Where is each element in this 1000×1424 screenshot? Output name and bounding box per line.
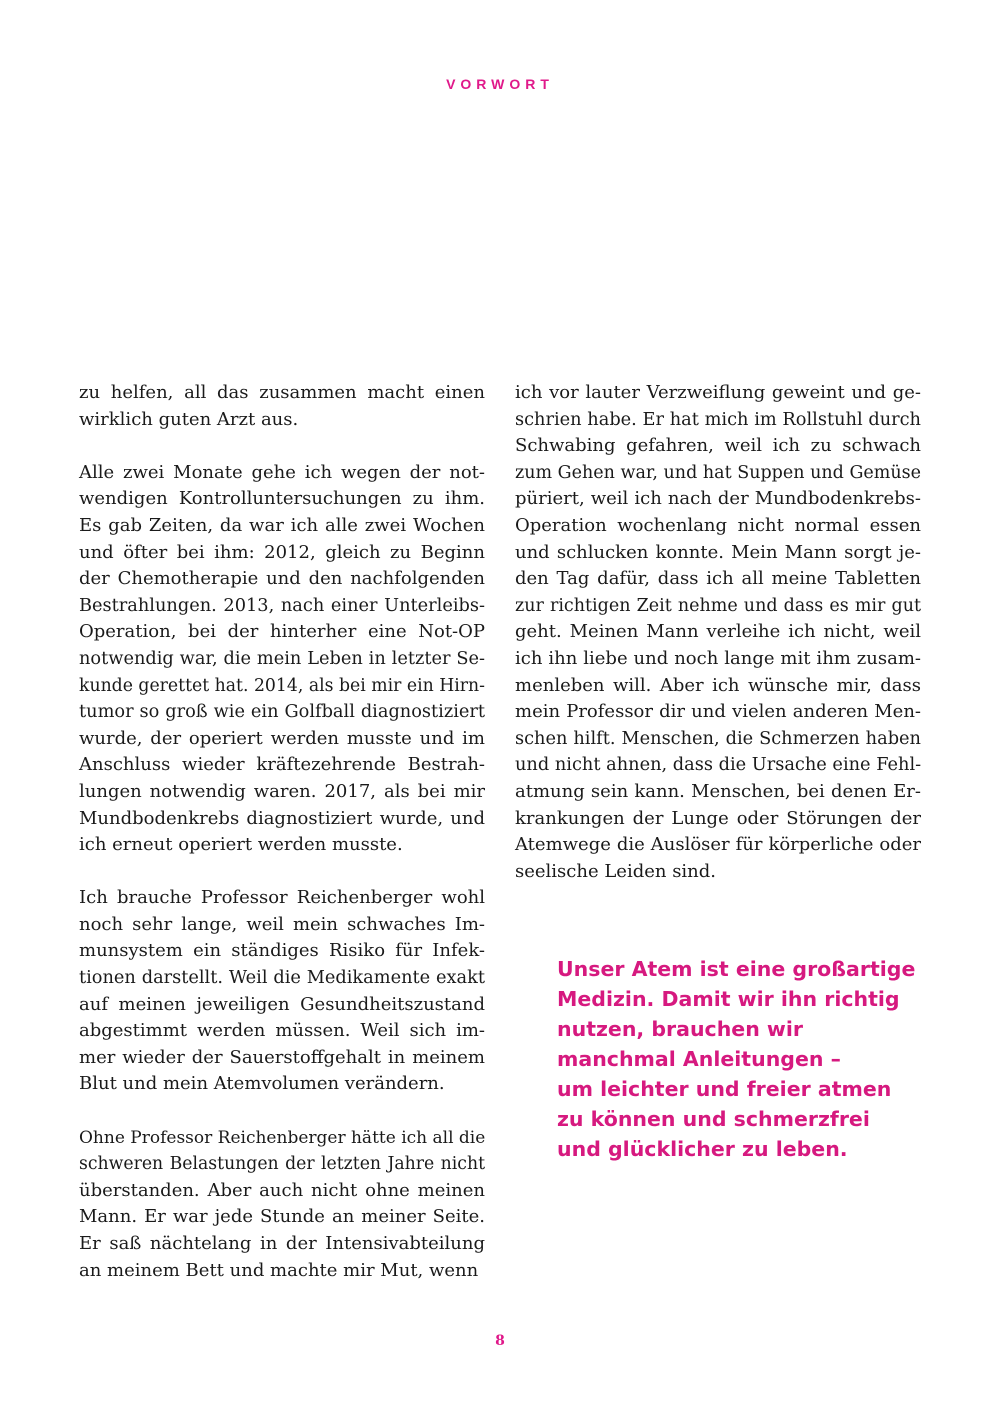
pull-quote-line: Medizin. Damit wir ihn richtig bbox=[557, 987, 900, 1011]
text-line: zu helfen, all das zusammen macht einen bbox=[79, 382, 485, 403]
text-line: zur richtigen Zeit nehme und dass es mir gut bbox=[515, 595, 921, 616]
paragraph-gap bbox=[79, 1098, 485, 1125]
text-line: atmung sein kann. Menschen, bei denen Er- bbox=[515, 780, 921, 802]
text-line: wurde, der operiert werden musste und im bbox=[79, 727, 485, 749]
text-line: notwendig war, die mein Leben in letzter Se- bbox=[79, 648, 485, 669]
text-line: an meinem Bett und machte mir Mut, wenn bbox=[79, 1259, 479, 1281]
right-column-text bbox=[515, 380, 921, 885]
text-line: wirklich guten Arzt aus. bbox=[79, 408, 299, 430]
running-head: VORWORT bbox=[446, 76, 554, 92]
text-line: noch sehr lange, weil mein schwaches Im- bbox=[79, 913, 485, 935]
text-line: und öfter bei ihm: 2012, gleich zu Beginn bbox=[79, 541, 485, 563]
paragraph bbox=[79, 1125, 485, 1285]
text-line: geht. Meinen Mann verleihe ich nicht, weil bbox=[515, 621, 921, 643]
paragraph-gap bbox=[79, 433, 485, 460]
text-line: Alle zwei Monate gehe ich wegen der not- bbox=[79, 461, 485, 483]
text-line: schen hilft. Menschen, die Schmerzen haben bbox=[515, 728, 921, 749]
text-line: menleben will. Aber ich wünsche mir, dass bbox=[515, 674, 921, 696]
text-line: Operation wochenlang nicht normal essen bbox=[515, 514, 921, 536]
text-line: Es gab Zeiten, da war ich alle zwei Wochen bbox=[79, 514, 485, 536]
text-line: der Chemotherapie und den nachfolgenden bbox=[79, 568, 485, 590]
text-line: abgestimmt werden müssen. Weil sich im- bbox=[79, 1020, 485, 1042]
text-line: ich ihn liebe und noch lange mit ihm zusam- bbox=[515, 647, 921, 669]
pull-quote-line: und glücklicher zu leben. bbox=[557, 1137, 848, 1161]
text-line: auf meinen jeweiligen Gesundheitszustand bbox=[79, 993, 485, 1015]
text-line: tionen darstellt. Weil die Medikamente exakt bbox=[79, 968, 485, 989]
text-line: Ohne Professor Reichenberger hätte ich all die bbox=[79, 1127, 486, 1148]
text-line: ich erneut operiert werden musste. bbox=[79, 834, 403, 856]
text-line: Mann. Er war jede Stunde an meiner Seite. bbox=[79, 1206, 485, 1228]
text-line: Anschluss wieder kräftezehrende Bestrah- bbox=[79, 754, 485, 776]
text-line: Mundbodenkrebs diagnostiziert wurde, und bbox=[79, 807, 485, 829]
text-line: tumor so groß wie ein Golfball diagnostiziert bbox=[79, 702, 485, 723]
text-line: und schlucken konnte. Mein Mann sorgt je- bbox=[515, 541, 921, 563]
text-line: wendigen Kontrolluntersuchungen zu ihm. bbox=[79, 488, 485, 510]
text-line: schrien habe. Er hat mich im Rollstuhl durch bbox=[515, 409, 921, 430]
paragraph bbox=[79, 885, 485, 1098]
text-line: überstanden. Aber auch nicht ohne meinen bbox=[79, 1179, 485, 1201]
text-line: püriert, weil ich nach der Mundbodenkrebs- bbox=[515, 488, 921, 510]
right-column bbox=[515, 380, 921, 885]
text-line: kunde gerettet hat. 2014, als bei mir ein Hirn- bbox=[79, 675, 485, 696]
text-line: Ich brauche Professor Reichenberger wohl bbox=[79, 887, 485, 909]
pull-quote-line: um leichter und freier atmen bbox=[557, 1077, 892, 1101]
text-line: mer wieder der Sauerstoffgehalt in meinem bbox=[79, 1046, 485, 1068]
pull-quote-line: nutzen, brauchen wir bbox=[557, 1017, 804, 1041]
pull-quote-line: manchmal Anleitungen – bbox=[557, 1047, 841, 1071]
left-column bbox=[79, 380, 485, 1284]
pull-quote-line: Unser Atem ist eine großartige bbox=[557, 957, 916, 981]
text-line: schweren Belastungen der letzten Jahre nicht bbox=[79, 1154, 485, 1175]
paragraph bbox=[515, 380, 921, 885]
text-line: Blut und mein Atemvolumen verändern. bbox=[79, 1073, 445, 1095]
text-line: Bestrahlungen. 2013, nach einer Unterleibs- bbox=[79, 595, 485, 616]
text-line: mein Professor dir und vielen anderen Men- bbox=[515, 701, 921, 723]
text-line: Operation, bei der hinterher eine Not-OP bbox=[79, 621, 485, 643]
text-line: munsystem ein ständiges Risiko für Infek- bbox=[79, 940, 485, 962]
page-number: 8 bbox=[495, 1333, 505, 1349]
text-line: Er saß nächtelang in der Intensivabteilung bbox=[79, 1233, 485, 1254]
text-line: lungen notwendig waren. 2017, als bei mir bbox=[79, 780, 485, 802]
text-line: und nicht ahnen, dass die Ursache eine Fehl- bbox=[515, 755, 922, 776]
text-line: ich vor lauter Verzweiflung geweint und ge- bbox=[515, 382, 921, 403]
text-line: Schwabing gefahren, weil ich zu schwach bbox=[515, 435, 921, 457]
paragraph-gap bbox=[79, 859, 485, 886]
pull-quote-line: zu können und schmerzfrei bbox=[557, 1107, 870, 1131]
paragraph bbox=[79, 460, 485, 859]
text-line: den Tag dafür, dass ich all meine Tabletten bbox=[515, 568, 921, 590]
text-line: Atemwege die Auslöser für körperliche oder bbox=[515, 834, 921, 856]
pull-quote-text bbox=[557, 954, 937, 1164]
text-line: zum Gehen war, und hat Suppen und Gemüse bbox=[515, 462, 921, 483]
paragraph bbox=[79, 380, 485, 433]
text-line: seelische Leiden sind. bbox=[515, 860, 717, 882]
pull-quote bbox=[557, 954, 937, 1164]
text-line: krankungen der Lunge oder Störungen der bbox=[515, 807, 921, 829]
left-column-text bbox=[79, 380, 485, 1284]
